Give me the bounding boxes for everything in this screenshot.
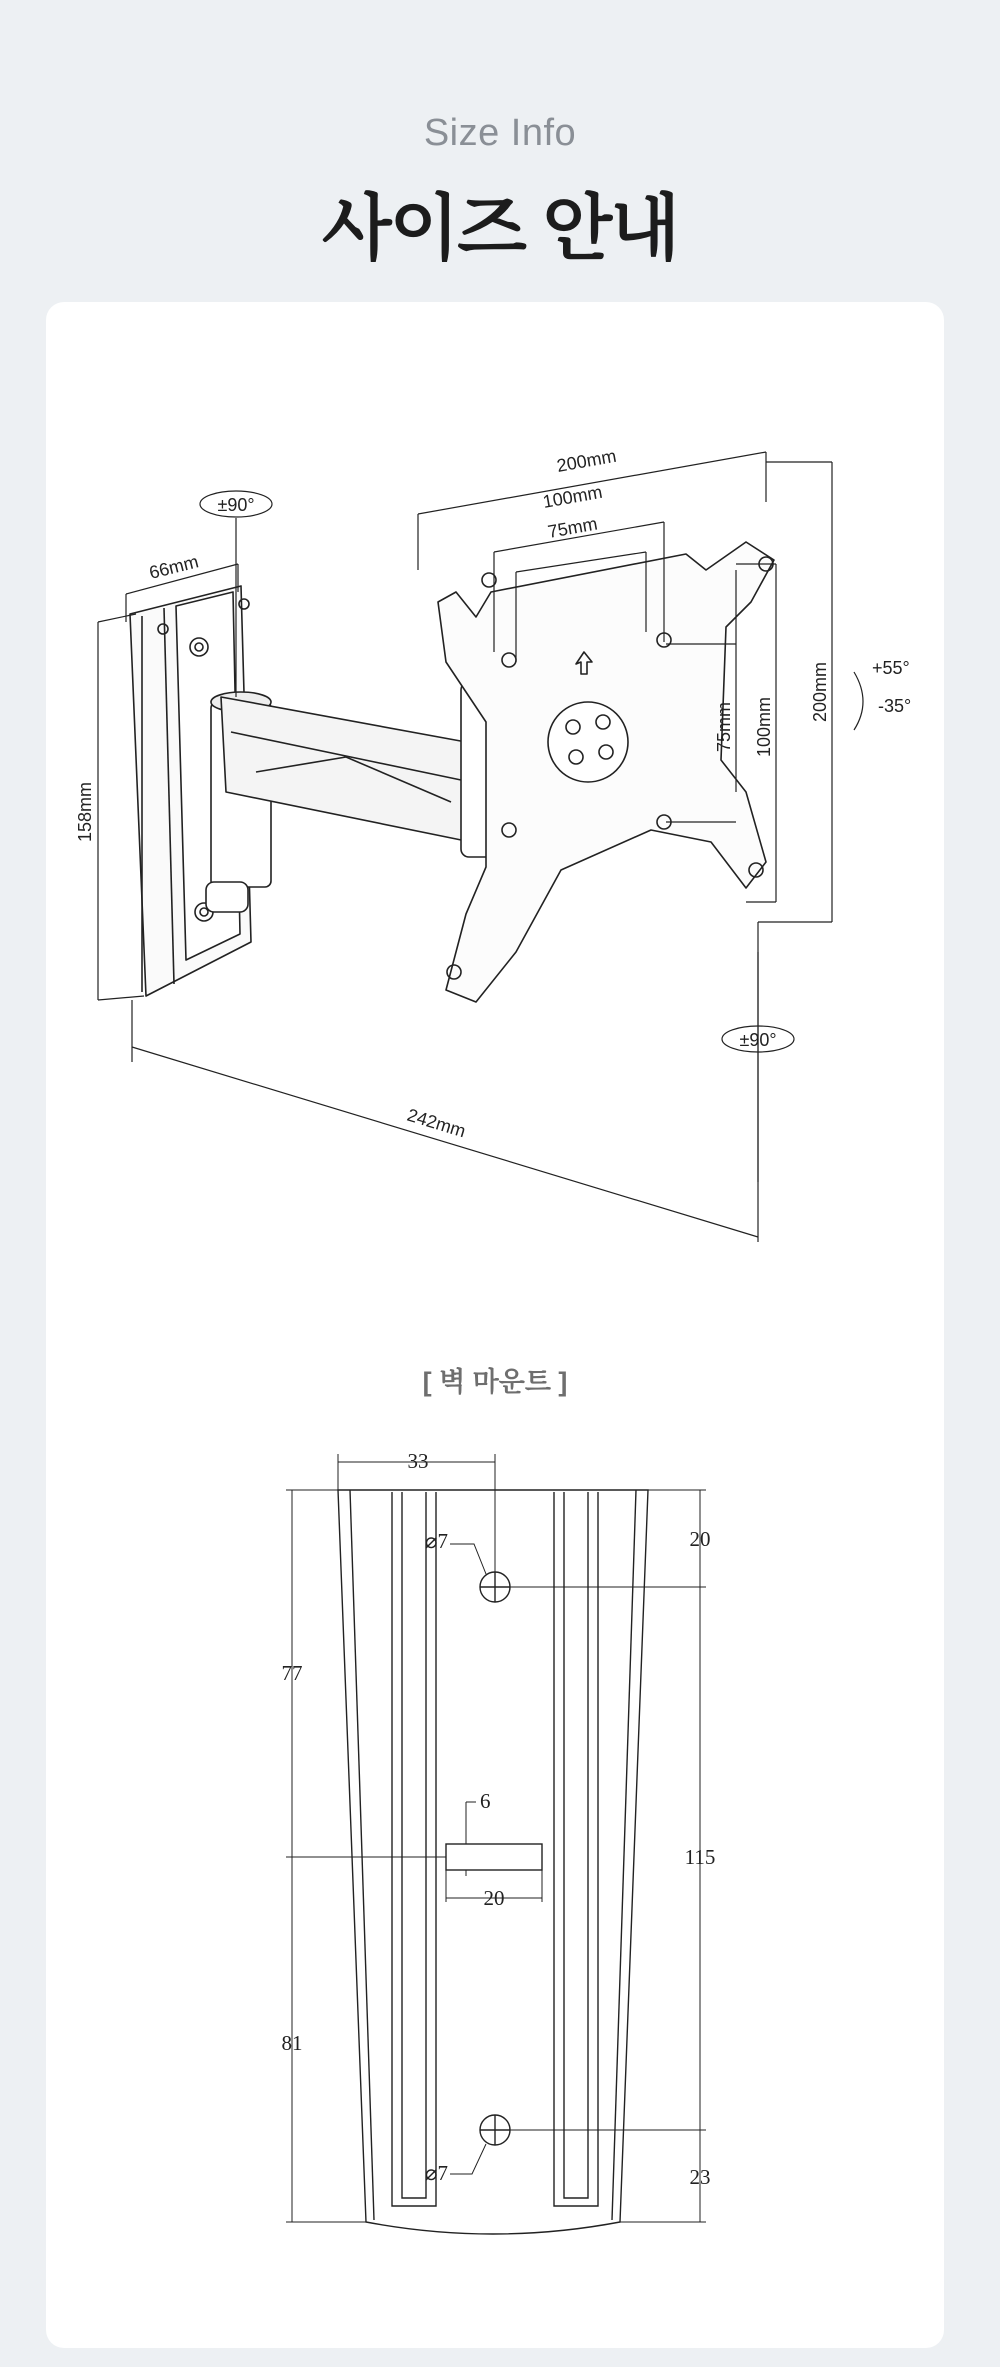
label-swivel-bottom: ±90° xyxy=(739,1030,777,1050)
dim-left-upper: 77 xyxy=(281,1661,303,1685)
dim-hole-bottom: ⌀7 xyxy=(424,2161,448,2185)
label-swivel-top: ±90° xyxy=(217,495,255,515)
label-75mm-height: 75mm xyxy=(714,701,734,753)
label-plate-width: 66mm xyxy=(147,551,201,583)
size-info-card xyxy=(46,302,944,2348)
dim-left-lower: 81 xyxy=(281,2031,303,2055)
label-tilt-down: -35° xyxy=(878,696,912,716)
label-200mm-width: 200mm xyxy=(555,445,618,476)
label-100mm-width: 100mm xyxy=(541,481,604,512)
dim-top-offset: 20 xyxy=(689,1527,711,1551)
section-label-wall-mount: [ 벽 마운트 ] xyxy=(422,1367,568,1397)
eyebrow-text: Size Info xyxy=(423,112,577,154)
label-75mm-width: 75mm xyxy=(546,513,599,542)
label-extension: 242mm xyxy=(404,1104,469,1142)
label-plate-height: 158mm xyxy=(75,781,95,843)
dim-slot-width: 20 xyxy=(483,1886,505,1910)
dim-slot-height: 6 xyxy=(480,1789,491,1813)
dim-hole-spacing: 115 xyxy=(684,1845,716,1869)
label-200mm-height: 200mm xyxy=(810,661,830,723)
label-tilt-up: +55° xyxy=(872,658,910,678)
dim-hole-top: ⌀7 xyxy=(424,1529,448,1553)
dim-top-width: 33 xyxy=(407,1449,429,1473)
label-100mm-height: 100mm xyxy=(754,696,774,758)
plate-outline xyxy=(338,1490,648,2234)
page-title: 사이즈 안내 xyxy=(322,189,678,269)
mount-dimension-diagram xyxy=(46,302,944,1262)
dim-bottom-offset: 23 xyxy=(689,2165,711,2189)
